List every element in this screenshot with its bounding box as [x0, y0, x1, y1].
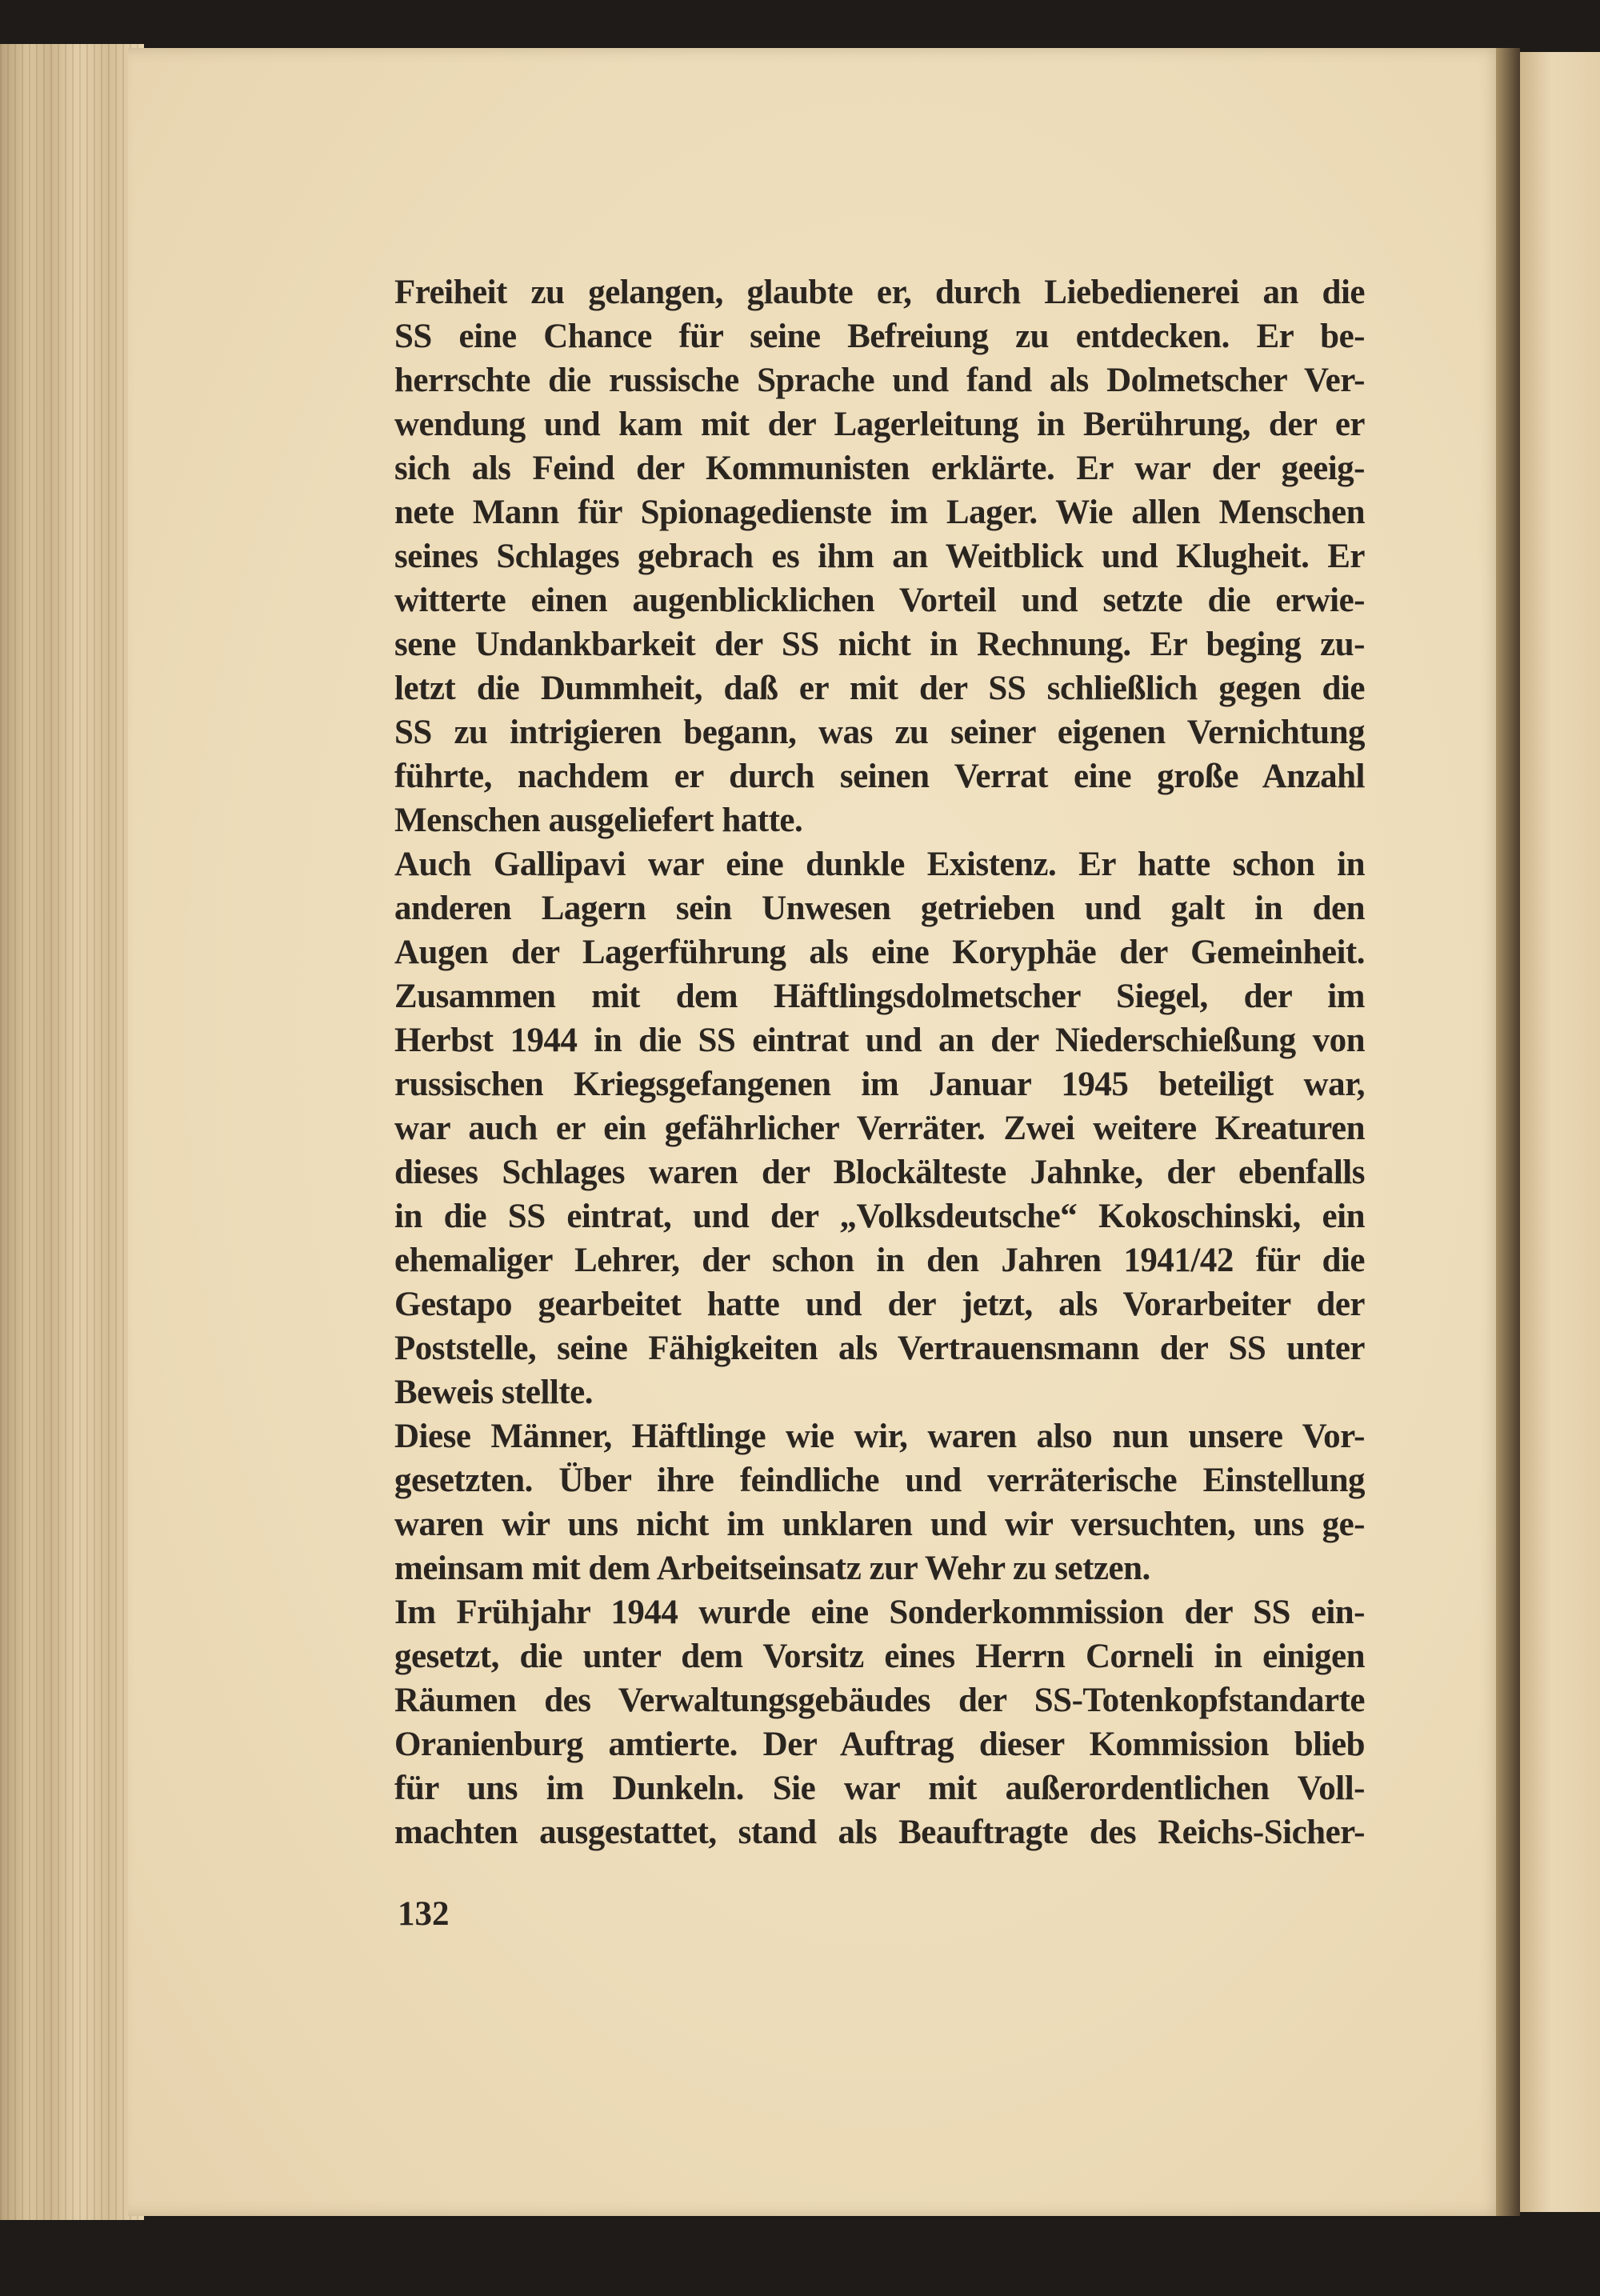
- text-line: führte, nachdem er durch seinen Verrat eine große Anzahl: [394, 758, 1365, 795]
- text-line: Auch Gallipavi war eine dunkle Existenz. Er hatte schon in: [394, 846, 1365, 883]
- facing-page-edge: [1520, 52, 1600, 2212]
- book-page-edges: [0, 44, 144, 2220]
- text-line: witterte einen augenblicklichen Vorteil und setzte die erwie-: [394, 582, 1365, 619]
- text-line: SS zu intrigieren begann, was zu seiner eigenen Vernichtung: [394, 714, 1365, 751]
- text-line: meinsam mit dem Arbeitseinsatz zur Wehr zu setzen.: [394, 1550, 1150, 1587]
- text-line: Diese Männer, Häftlinge wie wir, waren also nun unsere Vor-: [394, 1418, 1365, 1455]
- text-line: Augen der Lagerführung als eine Koryphäe der Gemeinheit.: [394, 934, 1365, 971]
- text-line: letzt die Dummheit, daß er mit der SS schließlich gegen die: [394, 670, 1365, 707]
- body-text: [394, 270, 1365, 1854]
- text-line: Freiheit zu gelangen, glaubte er, durch Liebedienerei an die: [394, 274, 1365, 311]
- text-line: Beweis stellte.: [394, 1374, 594, 1411]
- text-line: nete Mann für Spionagedienste im Lager. Wie allen Menschen: [394, 494, 1365, 531]
- text-line: für uns im Dunkeln. Sie war mit außerordentlichen Voll-: [394, 1770, 1365, 1807]
- book-gutter: [1496, 48, 1520, 2216]
- paragraph: [394, 1414, 1365, 1590]
- text-line: gesetzten. Über ihre feindliche und verräterische Einstellung: [394, 1462, 1365, 1499]
- text-line: Räumen des Verwaltungsgebäudes der SS-Totenkopfstandarte: [394, 1682, 1365, 1719]
- text-line: Oranienburg amtierte. Der Auftrag dieser Kommission blieb: [394, 1726, 1365, 1763]
- paragraph: [394, 270, 1365, 842]
- text-line: dieses Schlages waren der Blockälteste Jahnke, der ebenfalls: [394, 1154, 1365, 1191]
- text-line: Poststelle, seine Fähigkeiten als Vertrauensmann der SS unter: [394, 1330, 1365, 1367]
- text-line: anderen Lagern sein Unwesen getrieben und galt in den: [394, 890, 1365, 927]
- text-line: seines Schlages gebrach es ihm an Weitblick und Klugheit. Er: [394, 538, 1365, 575]
- text-line: in die SS eintrat, und der „Volksdeutsche“ Kokoschinski, ein: [394, 1198, 1365, 1235]
- text-line: gesetzt, die unter dem Vorsitz eines Herrn Corneli in einigen: [394, 1638, 1365, 1675]
- text-line: wendung und kam mit der Lagerleitung in Berührung, der er: [394, 406, 1365, 443]
- text-line: Menschen ausgeliefert hatte.: [394, 802, 803, 839]
- text-line: waren wir uns nicht im unklaren und wir versuchten, uns ge-: [394, 1506, 1365, 1543]
- text-line: sene Undankbarkeit der SS nicht in Rechnung. Er beging zu-: [394, 626, 1365, 663]
- paragraph: [394, 1590, 1365, 1854]
- text-line: Herbst 1944 in die SS eintrat und an der Niederschießung von: [394, 1022, 1365, 1059]
- text-line: Gestapo gearbeitet hatte und der jetzt, als Vorarbeiter der: [394, 1286, 1365, 1323]
- text-line: sich als Feind der Kommunisten erklärte. Er war der geeig-: [394, 450, 1365, 487]
- text-line: SS eine Chance für seine Befreiung zu entdecken. Er be-: [394, 318, 1365, 355]
- text-line: war auch er ein gefährlicher Verräter. Zwei weitere Kreaturen: [394, 1110, 1365, 1147]
- paragraph: [394, 842, 1365, 1414]
- text-line: ehemaliger Lehrer, der schon in den Jahren 1941/42 für die: [394, 1242, 1365, 1279]
- text-line: Zusammen mit dem Häftlingsdolmetscher Siegel, der im: [394, 978, 1365, 1015]
- text-line: Im Frühjahr 1944 wurde eine Sonderkommission der SS ein-: [394, 1594, 1365, 1631]
- text-line: russischen Kriegsgefangenen im Januar 1945 beteiligt war,: [394, 1066, 1365, 1103]
- text-line: machten ausgestattet, stand als Beauftragte des Reichs-Sicher-: [394, 1814, 1365, 1851]
- page-number: 132: [398, 1895, 450, 1933]
- text-line: herrschte die russische Sprache und fand als Dolmetscher Ver-: [394, 362, 1365, 399]
